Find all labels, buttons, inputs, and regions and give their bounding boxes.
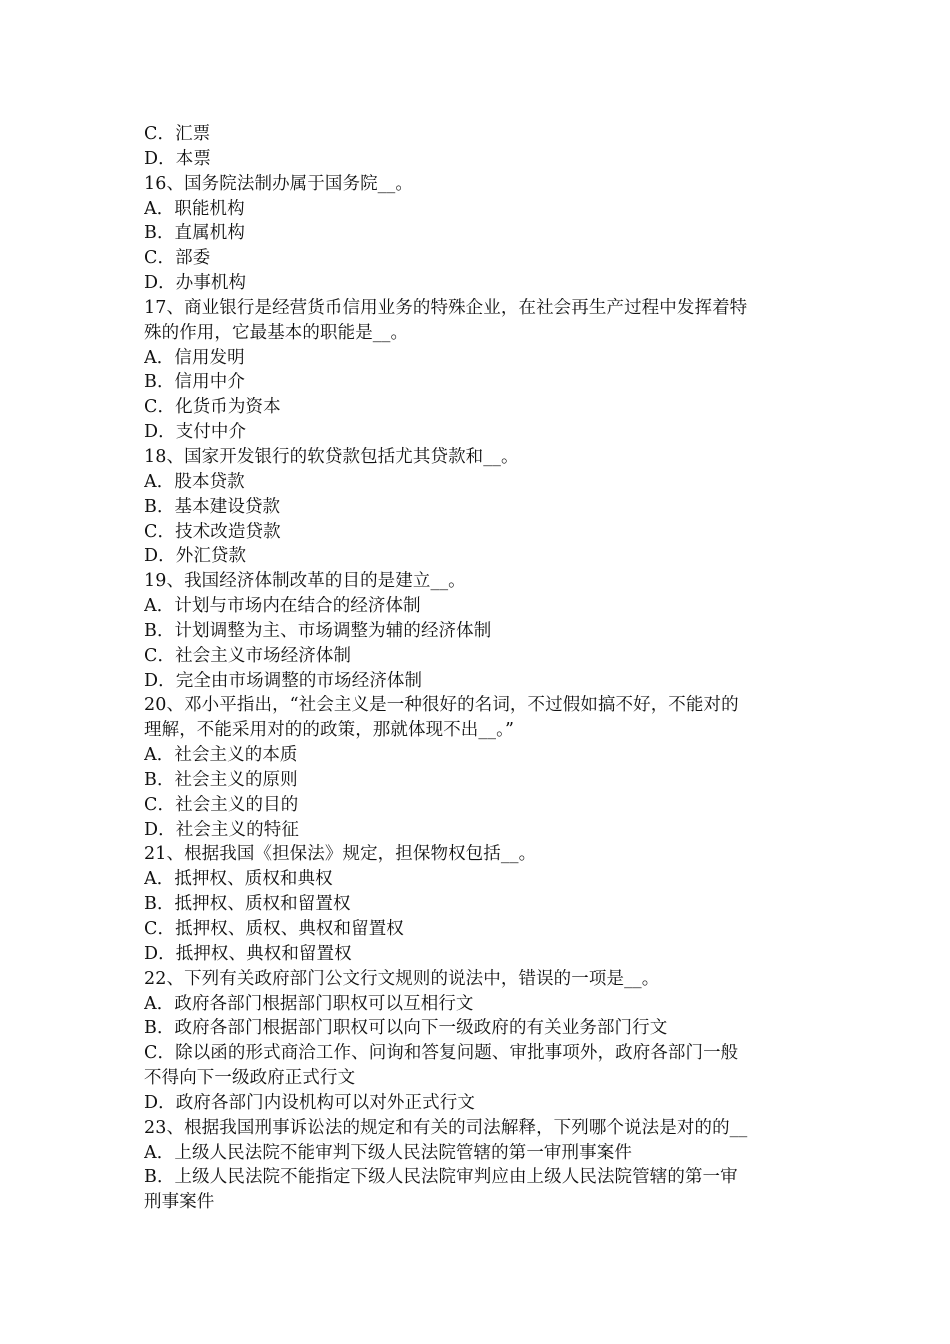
- text-line: A．政府各部门根据部门职权可以互相行文: [144, 993, 474, 1014]
- text-line: 刑事案件: [144, 1192, 215, 1213]
- text-line: A．职能机构: [144, 198, 245, 219]
- text-line: 殊的作用，它最基本的职能是__。: [144, 322, 409, 343]
- text-line: C．社会主义的目的: [144, 794, 299, 815]
- text-line: C．汇票: [144, 124, 211, 144]
- text-line: A．上级人民法院不能审判下级人民法院管辖的第一审刑事案件: [144, 1142, 632, 1163]
- text-line: 21、根据我国《担保法》规定，担保物权包括__。: [144, 844, 537, 865]
- text-line: A．社会主义的本质: [144, 745, 298, 766]
- text-line: D．政府各部门内设机构可以对外正式行文: [144, 1092, 475, 1113]
- text-line: B．计划调整为主、市场调整为辅的经济体制: [144, 620, 492, 641]
- text-line: A．抵押权、质权和典权: [144, 869, 333, 890]
- text-line: C．技术改造贷款: [144, 521, 281, 542]
- text-line: 22、下列有关政府部门公文行文规则的说法中，错误的一项是__。: [144, 968, 660, 989]
- text-line: A．股本贷款: [144, 471, 245, 492]
- text-line: A．计划与市场内在结合的经济体制: [144, 596, 421, 617]
- text-line: 18、国家开发银行的软贷款包括尤其贷款和__。: [144, 446, 519, 467]
- text-line: 16、国务院法制办属于国务院__。: [144, 173, 413, 194]
- text-line: D．本票: [144, 148, 211, 169]
- text-line: B．抵押权、质权和留置权: [144, 894, 351, 915]
- text-line: D．完全由市场调整的市场经济体制: [144, 670, 423, 691]
- text-line: 23、根据我国刑事诉讼法的规定和有关的司法解释，下列哪个说法是对的的__: [144, 1117, 748, 1138]
- text-line: C．社会主义市场经济体制: [144, 645, 352, 666]
- text-line: D．办事机构: [144, 273, 247, 294]
- text-line: 17、商业银行是经营货币信用业务的特殊企业，在社会再生产过程中发挥着特: [144, 297, 748, 318]
- text-line: 20、邓小平指出，“社会主义是一种很好的名词，不过假如搞不好，不能对的: [144, 695, 739, 716]
- text-line: D．支付中介: [144, 422, 247, 443]
- text-line: B．直属机构: [144, 223, 245, 244]
- document-body: [144, 122, 810, 1215]
- text-line: D．社会主义的特征: [144, 819, 299, 840]
- text-line: C．除以函的形式商洽工作、问询和答复问题、审批事项外，政府各部门一般: [144, 1043, 739, 1064]
- text-line: C．抵押权、质权、典权和留置权: [144, 919, 404, 939]
- text-line: C．部委: [144, 248, 211, 269]
- text-line: B．基本建设贷款: [144, 496, 281, 517]
- text-line: B．社会主义的原则: [144, 769, 298, 790]
- text-line: A．信用发明: [144, 347, 245, 368]
- text-line: B．政府各部门根据部门职权可以向下一级政府的有关业务部门行文: [144, 1018, 668, 1039]
- text-line: C．化货币为资本: [144, 397, 281, 418]
- text-line: 19、我国经济体制改革的目的是建立__。: [144, 571, 466, 592]
- text-line: D．抵押权、典权和留置权: [144, 943, 352, 964]
- text-line: B．上级人民法院不能指定下级人民法院审判应由上级人民法院管辖的第一审: [144, 1167, 738, 1188]
- text-line: 理解，不能采用对的的政策，那就体现不出__。”: [144, 720, 514, 741]
- text-line: D．外汇贷款: [144, 546, 247, 567]
- text-line: 不得向下一级政府正式行文: [144, 1068, 356, 1089]
- text-line: B．信用中介: [144, 372, 245, 393]
